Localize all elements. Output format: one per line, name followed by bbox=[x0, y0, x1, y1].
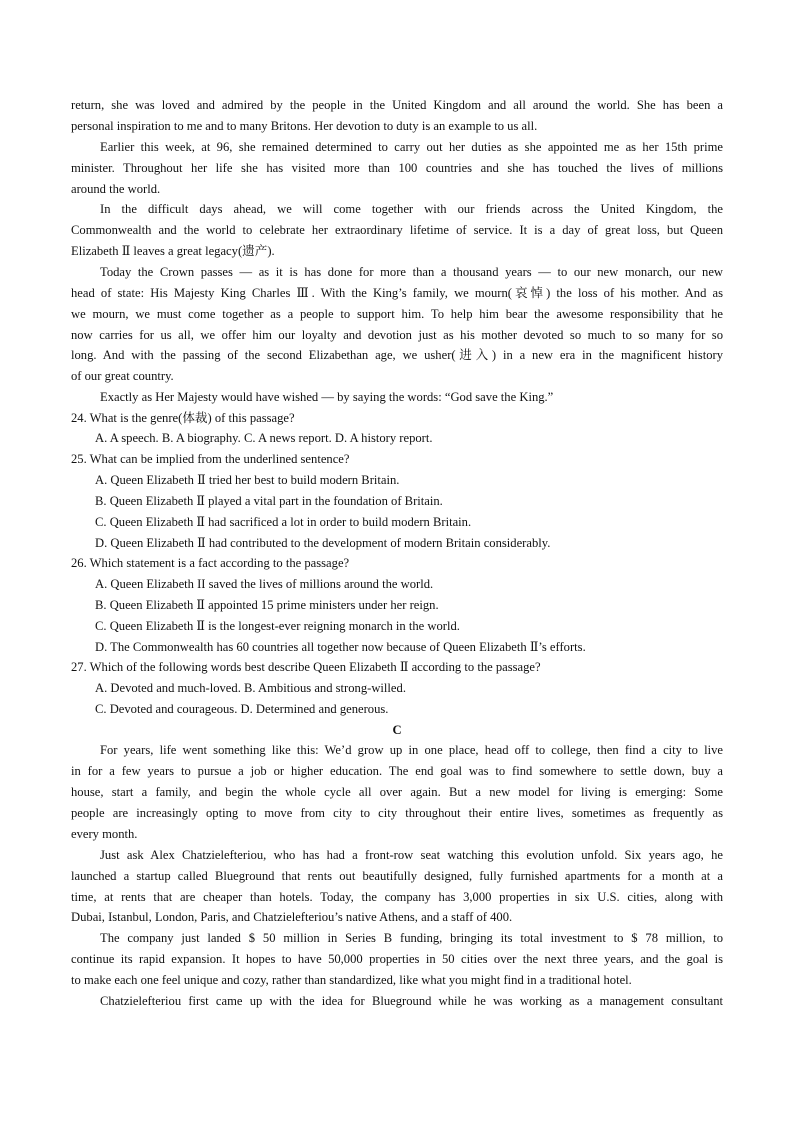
question-27-option-d[interactable]: D. Determined and generous. bbox=[240, 702, 389, 716]
question-24-option-d[interactable]: D. A history report. bbox=[334, 431, 433, 445]
passage-b-line-14: of our great country. bbox=[71, 369, 174, 383]
passage-c-line-10: The company just landed $ 50 million in Series B funding, bringing its total investment to $ 78 million, to bbox=[100, 931, 723, 945]
passage-b-line-9: Today the Crown passes — as it is has done for more than a thousand years — to our new monarch, our new bbox=[100, 265, 723, 279]
question-27-options-row-2 bbox=[95, 699, 723, 720]
question-24-options bbox=[95, 428, 723, 449]
passage-c-line-13: Chatzielefteriou first came up with the idea for Blueground while he was working as a management consultant bbox=[100, 994, 723, 1008]
passage-b-line-12: now carries for us all, we offer him our loyalty and devotion just as his mother devoted so much to so many for so bbox=[71, 328, 723, 342]
passage-b-line-11: we mourn, we must come together as a people to support him. To help him bear the awesome responsibility that he bbox=[71, 307, 723, 321]
passage-c-line-4: people are increasingly opting to move from city to city throughout their entire lives, sometimes as frequently as bbox=[71, 806, 723, 820]
question-27-option-a[interactable]: A. Devoted and much-loved. bbox=[95, 681, 241, 695]
question-27-stem: 27. Which of the following words best describe Queen Elizabeth Ⅱ according to the passage? bbox=[71, 660, 541, 674]
passage-c-line-9: Dubai, Istanbul, London, Paris, and Chatzielefteriou’s native Athens, and a staff of 400. bbox=[71, 910, 513, 924]
question-26-option-a[interactable]: A. Queen Elizabeth II saved the lives of millions around the world. bbox=[95, 577, 434, 591]
question-26-option-d[interactable]: D. The Commonwealth has 60 countries all together now because of Queen Elizabeth Ⅱ’s efforts. bbox=[95, 640, 586, 654]
question-26-stem: 26. Which statement is a fact according to the passage? bbox=[71, 556, 350, 570]
question-26-option-b[interactable]: B. Queen Elizabeth Ⅱ appointed 15 prime ministers under her reign. bbox=[95, 598, 439, 612]
question-27-options-row-1 bbox=[95, 678, 723, 699]
passage-c-line-8: time, at rents that are cheaper than hotels. Today, the company has 3,000 properties in six U.S. cities, along with bbox=[71, 890, 723, 904]
passage-c-line-2: in for a few years to pursue a job or higher education. The end goal was to find somewhere to settle down, buy a bbox=[71, 764, 723, 778]
passage-c-line-11: continue its rapid expansion. It hopes to have 50,000 properties in 50 cities over the next three years, and the goal is bbox=[71, 952, 723, 966]
passage-b-line-15: Exactly as Her Majesty would have wished — by saying the words: “God save the King.” bbox=[100, 390, 554, 404]
question-26-option-c[interactable]: C. Queen Elizabeth Ⅱ is the longest-ever reigning monarch in the world. bbox=[95, 619, 460, 633]
question-24-option-b[interactable]: B. A biography. bbox=[161, 431, 241, 445]
passage-b-line-6: In the difficult days ahead, we will come together with our friends across the United Kingdom, the bbox=[100, 202, 723, 216]
question-25-stem: 25. What can be implied from the underlined sentence? bbox=[71, 452, 350, 466]
passage-b-line-2: personal inspiration to me and to many Britons. Her devotion to duty is an example to us all. bbox=[71, 119, 538, 133]
passage-c-line-1: For years, life went something like this: We’d grow up in one place, head off to college, then find a city to live bbox=[100, 743, 723, 757]
question-25-option-d[interactable]: D. Queen Elizabeth Ⅱ had contributed to the development of modern Britain considerably. bbox=[95, 536, 551, 550]
question-27-option-c[interactable]: C. Devoted and courageous. bbox=[95, 702, 238, 716]
question-25-option-b[interactable]: B. Queen Elizabeth Ⅱ played a vital part in the foundation of Britain. bbox=[95, 494, 443, 508]
passage-b-line-4: minister. Throughout her life she has visited more than 100 countries and she has touched the lives of millions bbox=[71, 161, 723, 175]
passage-b-line-1: return, she was loved and admired by the people in the United Kingdom and all around the world. She has been a bbox=[71, 98, 723, 112]
passage-b-line-3: Earlier this week, at 96, she remained determined to carry out her duties as she appointed me as her 15th prime bbox=[100, 140, 723, 154]
passage-c-line-5: every month. bbox=[71, 827, 138, 841]
passage-c-line-3: house, start a family, and begin the whole cycle all over again. But a new model for living is emerging: Some bbox=[71, 785, 723, 799]
passage-b-line-13: long. And with the passing of the second Elizabethan age, we usher(进入) in a new era in the magnificent history bbox=[71, 348, 723, 362]
passage-c-line-6: Just ask Alex Chatzielefteriou, who has had a front-row seat watching this evolution unfold. Six years ago, he bbox=[100, 848, 723, 862]
question-25-option-c[interactable]: C. Queen Elizabeth Ⅱ had sacrificed a lot in order to build modern Britain. bbox=[95, 515, 472, 529]
passage-b-line-7: Commonwealth and the world to celebrate her extraordinary lifetime of service. It is a day of great loss, but Queen bbox=[71, 223, 723, 237]
question-27-option-b[interactable]: B. Ambitious and strong-willed. bbox=[244, 681, 406, 695]
passage-b-line-8: Elizabeth Ⅱ leaves a great legacy(遗产). bbox=[71, 244, 275, 258]
passage-c-line-7: launched a startup called Blueground that rents out beautifully designed, fully furnished apartments for a month at a bbox=[71, 869, 723, 883]
passage-c-line-12: to make each one feel unique and cozy, rather than standardized, like what you might find in a traditional hotel. bbox=[71, 973, 632, 987]
passage-b-line-5: around the world. bbox=[71, 182, 161, 196]
question-24-option-a[interactable]: A. A speech. bbox=[95, 431, 159, 445]
question-25-option-a[interactable]: A. Queen Elizabeth Ⅱ tried her best to build modern Britain. bbox=[95, 473, 400, 487]
passage-c-heading: C bbox=[392, 723, 402, 737]
question-24-option-c[interactable]: C. A news report. bbox=[243, 431, 332, 445]
passage-b-line-10: head of state: His Majesty King Charles Ⅲ. With the King’s family, we mourn(哀悼) the loss of his mother. And as bbox=[71, 286, 723, 300]
question-24-stem: 24. What is the genre(体裁) of this passage? bbox=[71, 411, 295, 425]
